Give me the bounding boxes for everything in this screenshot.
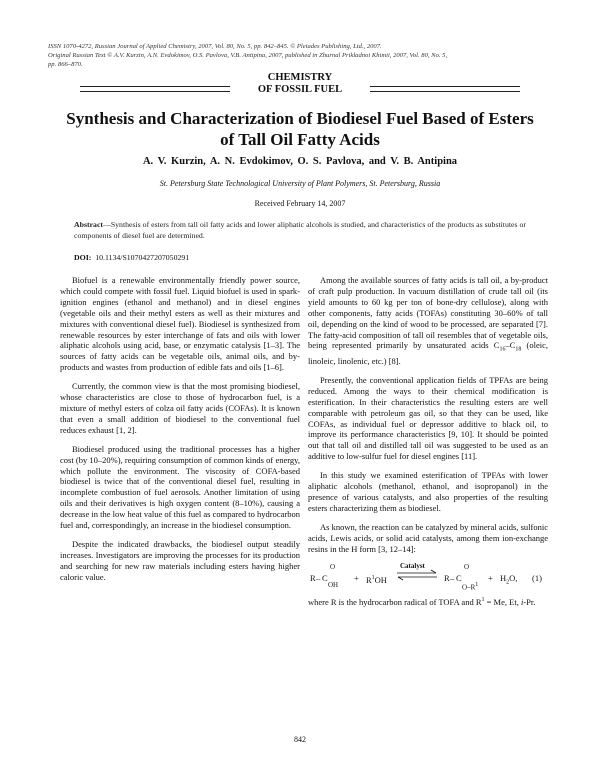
abstract-text: —Synthesis of esters from tall oil fatty acids and lower aliphatic alcohols is studied, and characteristics of the products as substitutes or components of diesel fuel are determined.: [74, 220, 526, 240]
eq-o-left: O: [330, 562, 336, 571]
reaction-equation: R – C O OH + $R^1OH$ Catalyst R – C O $O-R^1$ + $H_2O$, (1): [310, 561, 542, 591]
superscript: 1: [481, 596, 485, 603]
eq-c-right: C: [456, 572, 462, 583]
paragraph: Biodiesel produced using the traditional processes has a higher cost (by 10–20%), requiring consumption of common kinds of energy, which pollute the environment. The viscosity of COFA-based biodiesel is twice that of the conventional diesel fuel, resulting in incomplete combustion of fuel aerosols. Another limitation of using oils and their derivatives is high oxygen content (8–10%), causing a decrease in the low heat value of this fuel as compared to hydrocarbon fuel and, correspondingly, an increase in the biodiesel consumption.: [60, 443, 300, 531]
title-line-2: of Tall Oil Fatty Acids: [220, 130, 380, 149]
doi-label: DOI:: [74, 253, 92, 262]
header-line-2: Original Russian Text © A.V. Kurzin, A.N. Evdokimov, O.S. Pavlova, V.B. Antipina, 2007, published in Zhurnal Prikladnoi Khimii, 2007, Vol. 80, No. 5,: [48, 52, 448, 59]
paragraph: Currently, the common view is that the most promising biodiesel, whose characteristics are close to those of hydrocarbon fuel, is a mixture of methyl esters of colza oil fatty acids (COFAs). It is known that even a small addition of biodiesel to the conventional fuel reduces exhaust [1, 2].: [60, 381, 300, 435]
eq-c-left: C: [322, 572, 328, 583]
p5-text: where R is the hydrocarbon radical of TOFA and R: [308, 596, 482, 607]
eq-water: $H_2O$,: [500, 572, 518, 586]
section-heading: [80, 72, 520, 96]
eq-number: (1): [532, 572, 542, 583]
header-line-1: ISSN 1070-4272, Russian Journal of Applied Chemistry, 2007, Vol. 80, No. 5, pp. 842–845. © Pleiades Publishing, Ltd., 2007.: [48, 43, 382, 50]
abstract-label: Abstract: [74, 220, 104, 229]
authors: A. V. Kurzin, A. N. Evdokimov, O. S. Pavlova, and V. B. Antipina: [142, 156, 458, 167]
section-rule-left: [80, 86, 230, 92]
eq-r-left: R: [310, 572, 316, 583]
eq-oh: OH: [328, 580, 339, 589]
equilibrium-arrow-icon: [396, 569, 438, 581]
paragraph: Presently, the conventional application fields of TPFAs are being reduced. Among the ways to their chemical modification is esterification. In their characteristics the resulting esters are well comparable with petroleum gas oil, so that they can be used, like COFAs, as individual fuel or depressor additive to black oil, to improve its performance characteristics [9, 10]. It should be pointed out that tall oil and distilled tall oil was suggested to be used as an additive to low-sulfur fuel for diesel engines [11].: [308, 374, 548, 462]
doi-value: 10.1134/S1070427207050291: [95, 253, 190, 262]
eq-or1: $O-R^1$: [462, 581, 479, 591]
paragraph: Despite the indicated drawbacks, the biodiesel output steadily increases. Investigators are improving the processes for its production and searching for new raw materials including esters having higher caloric value.: [60, 538, 300, 582]
p5-italic: i: [520, 596, 524, 607]
paper-title: [20, 108, 580, 150]
eq-r1oh: $R^1OH$: [366, 574, 387, 585]
p5-text: = Me, Et,: [484, 596, 521, 607]
eq-plus-1: +: [354, 572, 359, 583]
section-rule-right: [370, 86, 520, 92]
eq-o-right: O: [464, 562, 470, 571]
right-column: [308, 275, 548, 615]
paragraph: [308, 275, 548, 367]
eq-catalyst: Catalyst: [400, 561, 425, 570]
p1-tail: (oleic, linoleic, linolenic, etc.) [8].: [308, 340, 548, 367]
subscript: 18: [515, 347, 522, 354]
eq-r-right: R: [444, 572, 450, 583]
p1-text: Among the available sources of fatty acids is tall oil, a by-product of craft pulp production. In vacuum distillation of crude tall oil (its yield amounts to 60 kg per ton of bone-dry cellulose), along with other components, fatty acids (TOFAs) constituting 30–60% of tall oil, depending on the kind of wood to be processed, are separated [7]. The fatty-acid composition of tall oil resembles that of vegetable oils, being represented primarily by unsaturated acids C: [308, 275, 548, 351]
paragraph: [308, 595, 548, 608]
eq-arrows: [396, 569, 438, 584]
affiliation: St. Petersburg State Technological University of Plant Polymers, St. Petersburg, Russia: [159, 179, 441, 188]
title-line-1: Synthesis and Characterization of Biodiesel Fuel Based of Esters: [66, 109, 534, 128]
received-date: Received February 14, 2007: [254, 199, 346, 208]
page-number: 842: [294, 735, 306, 744]
subscript: 16: [499, 347, 506, 354]
section-line-1: CHEMISTRY: [267, 72, 333, 83]
header-line-3: pp. 866–870.: [48, 61, 83, 68]
section-line-2: OF FOSSIL FUEL: [257, 84, 343, 95]
eq-plus-2: +: [488, 572, 493, 583]
left-column: [60, 275, 300, 591]
p5-text: -Pr.: [523, 596, 536, 607]
paragraph: As known, the reaction can be catalyzed by mineral acids, sulfonic acids, Lewis acids, or solid acid catalysts, among them ion-exchange resins in the H form [3, 12–14]:: [308, 521, 548, 554]
paragraph: In this study we examined esterification of TPFAs with lower aliphatic alcohols (methanol, ethanol, and isopropanol) in the presence of various catalysts, and also properties of the resulting esters characterizing them as biodiesel.: [308, 470, 548, 513]
paragraph: Biofuel is a renewable environmentally friendly power source, which could compete with fossil fuel. Liquid biofuel is used in spark-ignition engines (ethanol and methanol) and in diesel engines (vegetable oils and their methyl esters as well as their mixtures and mixtures with conventional diesel fuel). Biodiesel is synthesized from renewable resources by ester interchange of fats and oils with lower aliphatic alcohols using acid, base, or enzymatic catalysis [1–3]. The sources of fatty acids can be vegetable oils, animal oils, and by-products and wastes from production of edible fats and oils [1–6].: [60, 275, 300, 373]
doi: [74, 253, 189, 262]
abstract: [74, 219, 526, 241]
p1-dash: –C: [505, 340, 516, 351]
